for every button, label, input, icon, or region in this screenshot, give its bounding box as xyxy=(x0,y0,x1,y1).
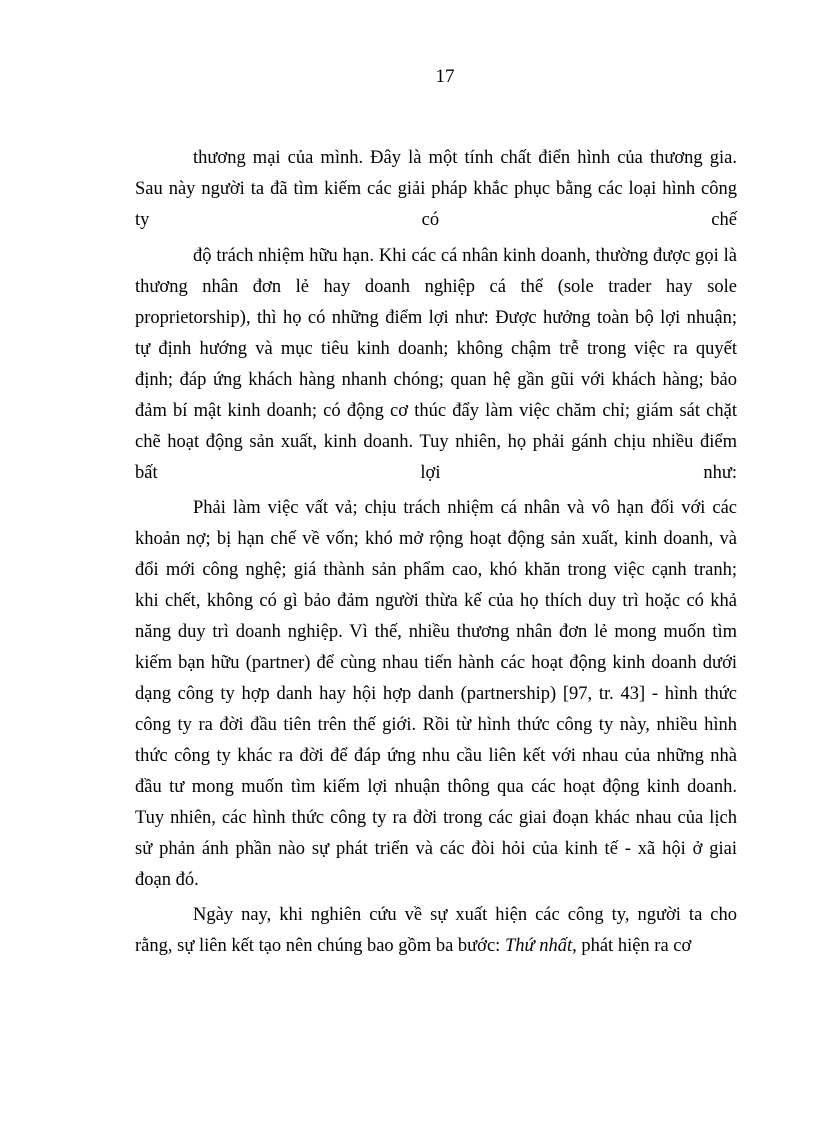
text-line: độ trách nhiệm hữu hạn. Khi các cá nhân kinh doanh, thường được gọi là xyxy=(193,246,737,266)
text-line: đảm bí mật kinh doanh; có động cơ thúc đẩy làm việc chăm chỉ; giám sát chặt xyxy=(135,401,737,421)
text-line: thức công ty khác ra đời để đáp ứng nhu cầu liên kết với nhau của những nhà xyxy=(135,746,737,766)
text-line: proprietorship), thì họ có những điểm lợi như: Được hưởng toàn bộ lợi nhuận; xyxy=(135,308,737,328)
text-word: có xyxy=(421,210,440,230)
text-line: Sau này người ta đã tìm kiếm các giải pháp khắc phục bằng các loại hình công xyxy=(135,179,737,199)
text-line: định; đáp ứng khách hàng nhanh chóng; quan hệ gần gũi với khách hàng; bảo xyxy=(135,370,737,390)
text-run: rằng, sự liên kết tạo nên chúng bao gồm ba bước: xyxy=(135,936,505,956)
text-line: chẽ hoạt động sản xuất, kinh doanh. Tuy nhiên, họ phải gánh chịu nhiều điểm xyxy=(135,432,737,452)
text-word: chế xyxy=(711,210,737,230)
text-line: công ty ra đời đầu tiên trên thế giới. Rồi từ hình thức công ty này, nhiều hình xyxy=(135,715,737,735)
text-line: kiếm bạn hữu (partner) để cùng nhau tiến hành các hoạt động kinh doanh dưới xyxy=(135,653,737,673)
text-line: tự định hướng và mục tiêu kinh doanh; không chậm trễ trong việc ra quyết xyxy=(135,339,737,359)
text-run: , phát hiện ra cơ xyxy=(572,936,692,956)
text-line: thương nhân đơn lẻ hay doanh nghiệp cá thể (sole trader hay sole xyxy=(135,277,737,297)
text-word: lợi xyxy=(420,463,441,483)
text-line: sử phản ánh phần nào sự phát triển và các đòi hỏi của kinh tế - xã hội ở giai xyxy=(135,839,737,859)
text-line: năng duy trì doanh nghiệp. Vì thế, nhiều thương nhân đơn lẻ mong muốn tìm xyxy=(135,622,737,642)
text-line: Phải làm việc vất vả; chịu trách nhiệm cá nhân và vô hạn đối với các xyxy=(193,498,737,518)
text-line xyxy=(135,462,737,484)
text-line xyxy=(135,209,737,231)
text-line xyxy=(135,935,737,957)
text-line: thương mại của mình. Đây là một tính chất điển hình của thương gia. xyxy=(193,148,737,168)
text-line: khoản nợ; bị hạn chế về vốn; khó mở rộng hoạt động sản xuất, kinh doanh, và xyxy=(135,529,737,549)
text-line: Ngày nay, khi nghiên cứu về sự xuất hiện các công ty, người ta cho xyxy=(193,905,737,925)
text-word: bất xyxy=(135,463,158,483)
text-line: Tuy nhiên, các hình thức công ty ra đời trong các giai đoạn khác nhau của lịch xyxy=(135,808,737,828)
text-line: khi chết, không có gì bảo đảm người thừa kế của họ thích duy trì hoặc có khả xyxy=(135,591,737,611)
page-number: 17 xyxy=(435,66,455,87)
text-line: dạng công ty hợp danh hay hội hợp danh (partnership) [97, tr. 43] - hình thức xyxy=(135,684,737,704)
italic-term: Thứ nhất xyxy=(504,936,573,956)
text-line: đổi mới công nghệ; giá thành sản phẩm cao, khó khăn trong việc cạnh tranh; xyxy=(135,560,737,580)
text-line: đoạn đó. xyxy=(135,870,199,890)
text-word: ty xyxy=(135,210,150,230)
text-word: như: xyxy=(703,463,737,483)
text-line: đầu tư mong muốn tìm kiếm lợi nhuận thông qua các hoạt động kinh doanh. xyxy=(135,777,737,797)
